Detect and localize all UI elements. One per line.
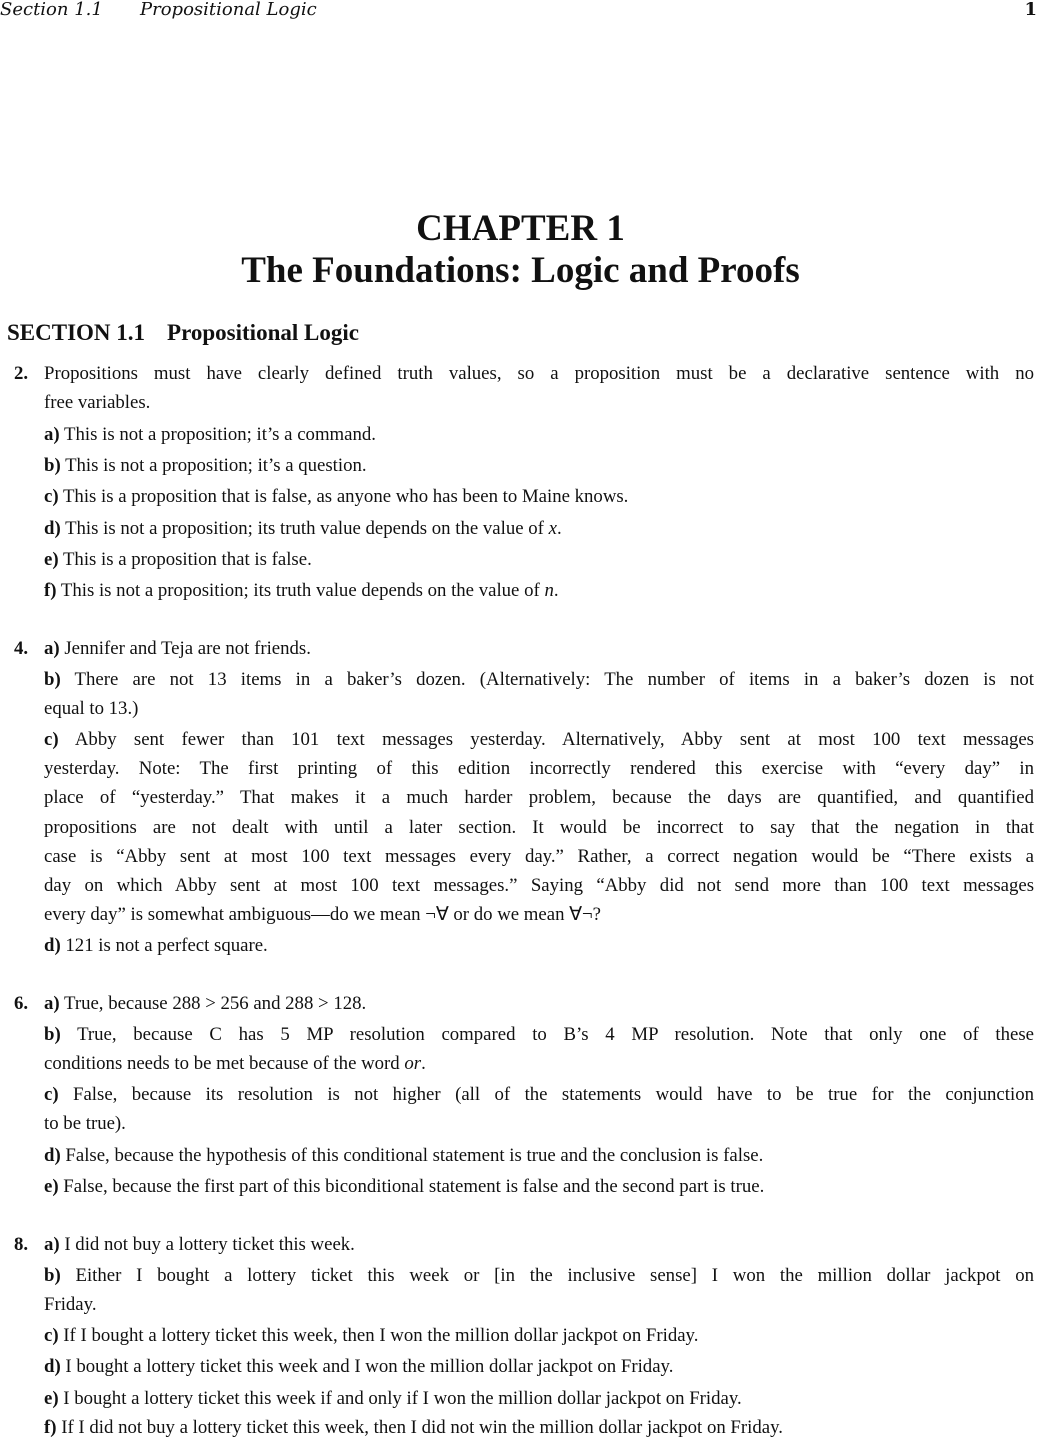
- item-label: d): [44, 935, 61, 956]
- item-label: a): [44, 993, 60, 1014]
- item-text: This is not a proposition; its truth value depends on the value of: [65, 518, 544, 539]
- item-text: 121 is not a perfect square.: [65, 935, 268, 956]
- list-item: [44, 454, 1034, 478]
- item-text: This is a proposition that is false, as anyone who has been to Maine knows.: [62, 486, 629, 507]
- list-item: [44, 1023, 1034, 1047]
- text-line: yesterday. Note: The first printing of this edition incorrectly rendered this exercise with “every day” in: [44, 758, 1034, 779]
- list-item: [44, 992, 1034, 1016]
- item-label: d): [44, 1145, 61, 1166]
- item-text: Abby sent fewer than 101 text messages yesterday. Alternatively, Abby sent at most 100 text messages: [74, 729, 1034, 750]
- text-line: to be true).: [44, 1113, 126, 1134]
- item-label: f): [44, 1417, 57, 1438]
- item-label: b): [44, 1024, 61, 1045]
- list-item: [44, 1175, 1034, 1199]
- item-label: f): [44, 580, 57, 601]
- section-title: Propositional Logic: [167, 320, 359, 345]
- chapter-title: The Foundations: Logic and Proofs: [241, 250, 800, 291]
- text-line: place of “yesterday.” That makes it a much harder problem, because the days are quantified, and quantified: [44, 787, 1034, 808]
- item-text: This is a proposition that is false.: [62, 549, 312, 570]
- list-item: [44, 728, 1034, 752]
- list-item: [44, 1416, 1034, 1440]
- exercise-number: 8.: [14, 1234, 29, 1255]
- running-head: [0, 0, 1041, 22]
- section-label: SECTION 1.1: [7, 320, 146, 345]
- item-text: I did not buy a lottery ticket this week.: [64, 1234, 355, 1255]
- item-label: c): [44, 729, 59, 750]
- item-label: e): [44, 549, 59, 570]
- item-text: This is not a proposition; it’s a command.: [64, 424, 376, 445]
- item-text: True, because 288 > 256 and 288 > 128.: [64, 993, 367, 1014]
- item-text: This is not a proposition; its truth value depends on the value of: [60, 580, 540, 601]
- item-text: True, because C has 5 MP resolution compared to B’s 4 MP resolution. Note that only one of these: [77, 1024, 1034, 1045]
- item-text: False, because the first part of this biconditional statement is false and the second part is true.: [63, 1176, 765, 1197]
- list-item: [44, 668, 1034, 692]
- text-line: Propositions must have clearly defined truth values, so a proposition must be a declarative sentence with no: [44, 363, 1034, 384]
- text-line: propositions are not dealt with until a later section. It would be incorrect to say that the negation in that: [44, 817, 1034, 838]
- exercise-number: 2.: [14, 363, 29, 384]
- punctuation: .: [421, 1053, 426, 1074]
- item-label: d): [44, 518, 61, 539]
- list-item: [44, 1083, 1034, 1107]
- chapter-label: CHAPTER 1: [416, 208, 625, 249]
- item-label: c): [44, 1084, 59, 1105]
- item-label: c): [44, 486, 59, 507]
- item-label: d): [44, 1356, 61, 1377]
- item-text: If I bought a lottery ticket this week, then I won the million dollar jackpot on Friday.: [63, 1325, 699, 1346]
- item-label: b): [44, 1265, 61, 1286]
- chapter-heading: [0, 208, 1041, 292]
- running-head-title: Propositional Logic: [140, 0, 317, 20]
- item-label: b): [44, 669, 61, 690]
- list-item: [44, 934, 1034, 958]
- text-line: Friday.: [44, 1294, 97, 1315]
- item-text: If I did not buy a lottery ticket this week, then I did not win the million dollar jackpot on Friday.: [61, 1417, 783, 1438]
- item-text: There are not 13 items in a baker’s dozen. (Alternatively: The number of items in a baker’s dozen is not: [74, 669, 1034, 690]
- list-item: [44, 1264, 1034, 1288]
- list-item: [44, 1144, 1034, 1168]
- item-label: e): [44, 1388, 59, 1409]
- item-text: Either I bought a lottery ticket this week or [in the inclusive sense] I won the million dollar jackpot on: [75, 1265, 1034, 1286]
- item-text: conditions needs to be met because of the word: [44, 1053, 400, 1074]
- item-label: a): [44, 424, 60, 445]
- text-line: equal to 13.): [44, 698, 139, 719]
- item-label: a): [44, 638, 60, 659]
- list-item: [44, 1233, 1034, 1257]
- text-line: free variables.: [44, 392, 151, 413]
- list-item: [44, 1324, 1034, 1348]
- list-item: [44, 548, 1034, 572]
- list-item: [44, 579, 1034, 603]
- list-item: [44, 1355, 1034, 1379]
- emphasis: or: [404, 1053, 422, 1074]
- punctuation: .: [556, 518, 562, 539]
- text-line: [44, 1052, 1034, 1076]
- item-text: I bought a lottery ticket this week and I won the million dollar jackpot on Friday.: [65, 1356, 674, 1377]
- text-line: every day” is somewhat ambiguous—do we mean ¬∀ or do we mean ∀¬?: [44, 904, 601, 925]
- math-variable: x: [548, 518, 557, 539]
- list-item: [44, 517, 1034, 541]
- text-line: case is “Abby sent at most 100 text messages every day.” Rather, a correct negation would be “There exists a: [44, 846, 1034, 867]
- list-item: [44, 1387, 1034, 1411]
- item-label: b): [44, 455, 61, 476]
- item-text: Jennifer and Teja are not friends.: [64, 638, 311, 659]
- item-text: False, because the hypothesis of this conditional statement is true and the conclusion is false.: [65, 1145, 764, 1166]
- item-label: e): [44, 1176, 59, 1197]
- list-item: [44, 423, 1034, 447]
- list-item: [44, 485, 1034, 509]
- section-heading: [7, 319, 359, 347]
- math-variable: n: [544, 580, 554, 601]
- item-label: c): [44, 1325, 59, 1346]
- exercise-number: 6.: [14, 993, 29, 1014]
- page-number: 1: [1024, 0, 1037, 20]
- running-head-section: Section 1.1: [0, 0, 103, 20]
- item-text: I bought a lottery ticket this week if and only if I won the million dollar jackpot on Friday.: [63, 1388, 742, 1409]
- punctuation: .: [553, 580, 559, 601]
- exercise-number: 4.: [14, 638, 29, 659]
- item-text: False, because its resolution is not higher (all of the statements would have to be true for the conjunction: [73, 1084, 1034, 1105]
- list-item: [44, 637, 1034, 661]
- text-line: day on which Abby sent at most 100 text messages.” Saying “Abby did not send more than 100 text messages: [44, 875, 1034, 896]
- item-text: This is not a proposition; it’s a question.: [65, 455, 367, 476]
- item-label: a): [44, 1234, 60, 1255]
